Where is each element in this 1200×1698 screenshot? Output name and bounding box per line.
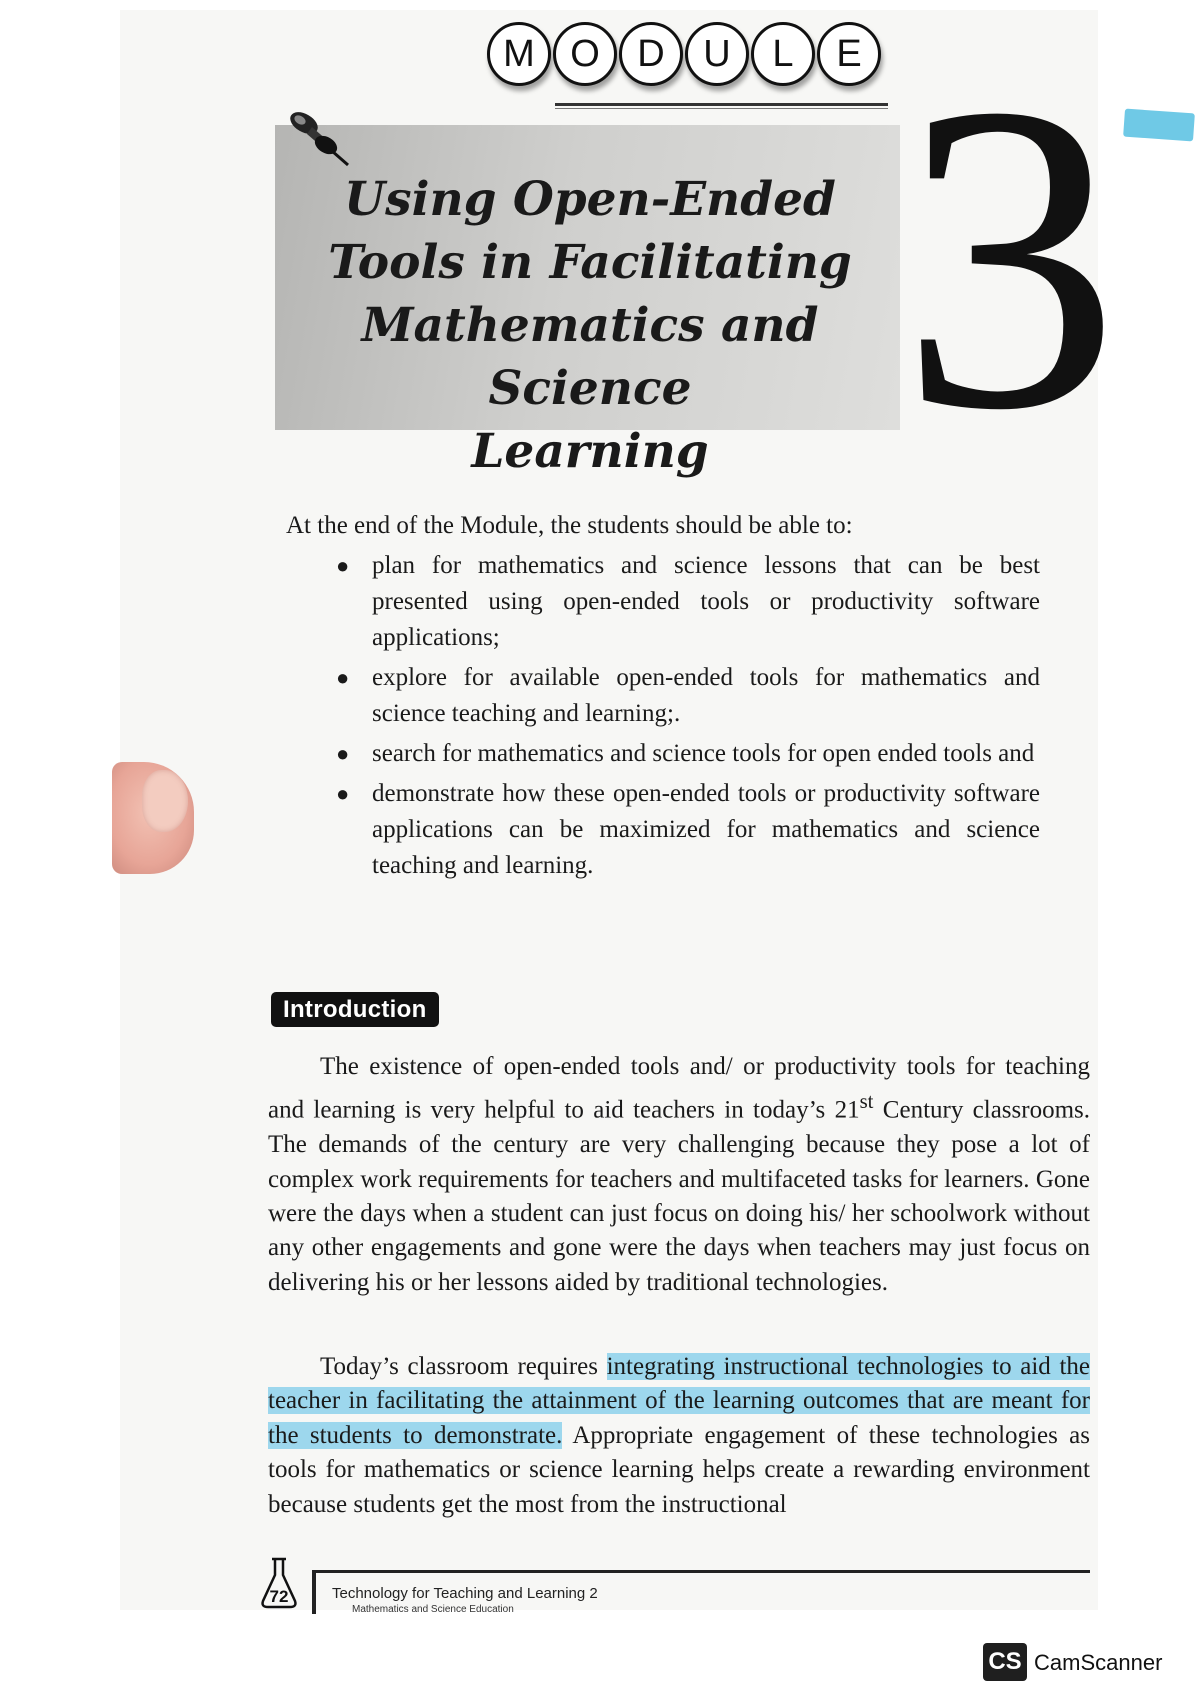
- superscript: st: [859, 1089, 874, 1114]
- book-subtitle: Mathematics and Science Education: [352, 1604, 514, 1615]
- list-item: [300, 736, 1040, 772]
- paragraph-text: Appropriate engagement of these technologies as tools for mathematics or science learning helps create a rewarding environment because students get the most from the instructional: [268, 1421, 1090, 1518]
- highlighter-mark: [1123, 109, 1195, 142]
- header-rule: [555, 103, 888, 106]
- footer-rule: [312, 1570, 1090, 1573]
- flask-icon: [258, 1555, 300, 1611]
- title-line: Using Open-Ended: [344, 172, 836, 227]
- intro-paragraph: [268, 1350, 1090, 1522]
- title-line: Mathematics and Science: [361, 298, 819, 416]
- objectives-intro: At the end of the Module, the students should be able to:: [286, 512, 853, 539]
- book-title: Technology for Teaching and Learning 2: [332, 1585, 598, 1602]
- paragraph-text: Century classrooms. The demands of the century are very challenging because they pose a lot of complex work requirements for teachers and multifaceted tasks for learners. Gone were the days when a student can just focus on doing his/ her schoolwork without any other engagements and gone were the days when teachers may just focus on delivering his or her lessons aided by traditional technologies.: [268, 1096, 1090, 1296]
- module-number: 3: [900, 14, 1120, 501]
- module-title: [285, 168, 895, 483]
- paragraph-text: Today’s classroom requires: [320, 1353, 607, 1380]
- objective-text: search for mathematics and science tools for open ended tools and: [372, 740, 1035, 767]
- section-heading: Introduction: [271, 992, 439, 1027]
- bullet-icon: ●: [336, 665, 350, 690]
- camscanner-logo-icon: CS: [983, 1643, 1027, 1681]
- thumbnail-nail-image: [142, 770, 188, 832]
- list-item: [300, 548, 1040, 656]
- page-number: 72: [269, 1587, 289, 1606]
- module-label: [487, 22, 881, 86]
- header-rule-thin: [555, 108, 888, 109]
- highlighted-text: integrating instructional technologies to aid the teacher in facilitating the attainment of the learning outcomes that are meant for the students to demonstrate.: [268, 1353, 1090, 1449]
- paragraph-text: The existence of open-ended tools and/ or productivity tools for teaching and learning is very helpful to aid teachers in today’s 21: [268, 1053, 1090, 1124]
- list-item: [300, 776, 1040, 884]
- bullet-icon: ●: [336, 781, 350, 806]
- footer-bar: [312, 1572, 316, 1614]
- objective-text: demonstrate how these open-ended tools or productivity software applications can be maximized for mathematics and science teaching and learning.: [372, 780, 1040, 879]
- module-letter: O: [553, 22, 617, 86]
- list-item: [300, 660, 1040, 732]
- objectives-list: [300, 548, 1040, 888]
- camscanner-label: CamScanner: [1034, 1650, 1163, 1675]
- title-line: Tools in Facilitating: [328, 235, 852, 290]
- module-letter: U: [685, 22, 749, 86]
- title-line: Learning: [471, 424, 709, 479]
- module-letter: L: [751, 22, 815, 86]
- module-letter: E: [817, 22, 881, 86]
- module-letter: M: [487, 22, 551, 86]
- intro-paragraph: [268, 1050, 1090, 1300]
- module-letter: D: [619, 22, 683, 86]
- objective-text: explore for available open-ended tools for mathematics and science teaching and learning;.: [372, 664, 1040, 727]
- bullet-icon: ●: [336, 553, 350, 578]
- pushpin-icon: [282, 105, 354, 169]
- objective-text: plan for mathematics and science lessons that can be best presented using open-ended tools or productivity software applications;: [372, 552, 1040, 651]
- bullet-icon: ●: [336, 741, 350, 766]
